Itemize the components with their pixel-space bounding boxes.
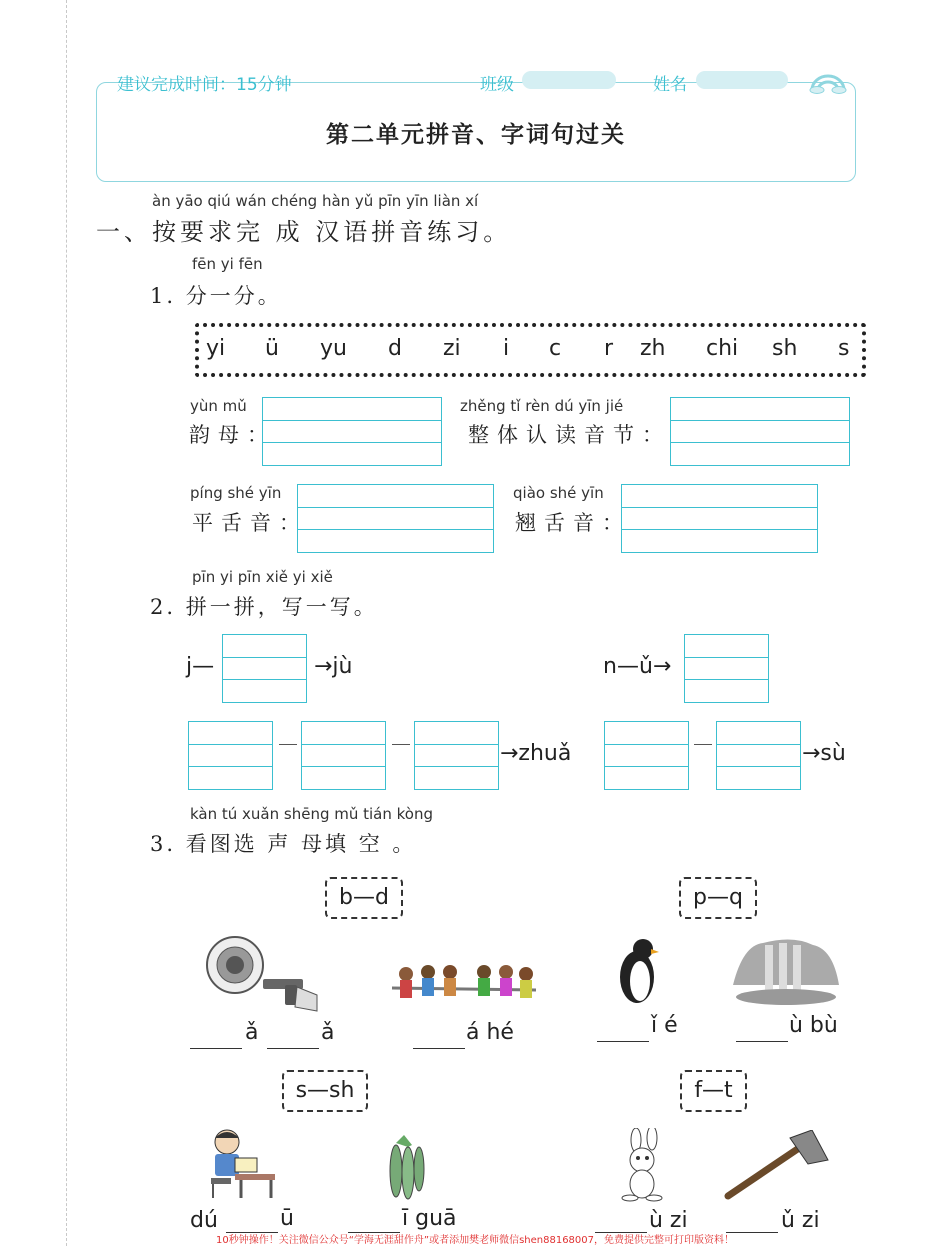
- axe-icon: [722, 1130, 830, 1202]
- tug-of-war-icon: [388, 958, 540, 1014]
- blank-2[interactable]: [267, 1048, 319, 1049]
- name-label: 姓名: [653, 75, 687, 95]
- spell-c-result: →zhuǎ: [500, 741, 572, 766]
- blank-1[interactable]: [190, 1048, 242, 1049]
- cat-whole-label: 整体认读音节：: [468, 423, 671, 447]
- section1-pinyin: àn yāo qiú wán chéng hàn yǔ pīn yīn liàn xí: [152, 192, 479, 210]
- letter-v: ü: [265, 336, 279, 361]
- fill-2: ǎ: [321, 1020, 335, 1045]
- vowel-answer-box[interactable]: [262, 397, 442, 466]
- q2-title: 2. 拼一拼，写一写。: [150, 595, 378, 619]
- fill-6: dú: [190, 1208, 218, 1233]
- q2-pinyin: pīn yi pīn xiě yi xiě: [192, 568, 333, 586]
- spell-c-box-1[interactable]: [188, 721, 273, 790]
- letter-d: d: [388, 336, 402, 361]
- class-label: 班级: [480, 75, 514, 95]
- spell-c-box-2[interactable]: [301, 721, 386, 790]
- letter-yi: yi: [206, 336, 226, 361]
- pair-p-q: p—q: [679, 877, 757, 919]
- cat-curled-pinyin: qiào shé yīn: [513, 484, 604, 502]
- letter-strip: [195, 323, 866, 377]
- fill-5: ù bù: [789, 1013, 838, 1038]
- rabbit-icon: [612, 1128, 672, 1202]
- flat-tongue-answer-box[interactable]: [297, 484, 494, 553]
- whole-syllable-answer-box[interactable]: [670, 397, 850, 466]
- blank-5[interactable]: [736, 1041, 788, 1042]
- fill-9: ù zi: [649, 1208, 688, 1233]
- pair-f-t: f—t: [680, 1070, 747, 1112]
- fill-10: ǔ zi: [781, 1208, 820, 1233]
- letter-yu: yu: [320, 336, 347, 361]
- spell-d-box-2[interactable]: [716, 721, 801, 790]
- spell-b-start: n—ǔ→: [603, 654, 672, 679]
- section1-title: 一、按要求完 成 汉语拼音练习。: [96, 218, 512, 246]
- letter-s: s: [838, 336, 850, 361]
- cat-flat-label: 平舌音：: [192, 511, 308, 535]
- q3-title: 3. 看图选 声 母填 空 。: [150, 832, 417, 856]
- class-field[interactable]: [522, 71, 616, 89]
- fill-7: ū: [280, 1206, 294, 1231]
- fill-1: ǎ: [245, 1020, 259, 1045]
- fill-3: á hé: [466, 1020, 514, 1045]
- q1-title: 1. 分一分。: [150, 284, 282, 308]
- spell-d-result: →sù: [802, 741, 846, 766]
- reading-student-icon: [205, 1128, 277, 1200]
- cat-flat-pinyin: píng shé yīn: [190, 484, 282, 502]
- fill-8: ī guā: [402, 1206, 457, 1231]
- blank-4[interactable]: [597, 1041, 649, 1042]
- q3-pinyin: kàn tú xuǎn shēng mǔ tián kòng: [190, 805, 434, 823]
- letter-c: c: [549, 336, 562, 361]
- letter-zh: zh: [640, 336, 666, 361]
- name-field[interactable]: [696, 71, 788, 89]
- spell-d-box-1[interactable]: [604, 721, 689, 790]
- suggested-time: 建议完成时间：15分钟: [117, 75, 292, 95]
- page-title: 第二单元拼音、字词句过关: [326, 121, 626, 148]
- rainbow-icon: [808, 70, 848, 94]
- target-pistol-icon: [205, 935, 320, 1015]
- letter-r: r: [604, 336, 614, 361]
- dash-d1: [694, 744, 712, 745]
- cat-vowel-label: 韵母：: [189, 423, 276, 447]
- waterfall-icon: [733, 935, 839, 1007]
- fill-4: ǐ é: [651, 1013, 678, 1038]
- cat-vowel-pinyin: yùn mǔ: [190, 397, 247, 415]
- spell-a-result: →jù: [314, 654, 353, 679]
- letter-sh: sh: [772, 336, 798, 361]
- dash-c1: [279, 744, 297, 745]
- spell-c-box-3[interactable]: [414, 721, 499, 790]
- binding-margin-line: [66, 0, 68, 1246]
- curled-tongue-answer-box[interactable]: [621, 484, 818, 553]
- spell-a-box[interactable]: [222, 634, 307, 703]
- blank-3[interactable]: [413, 1048, 465, 1049]
- letter-zi: zi: [443, 336, 461, 361]
- footer-notice: 10秒钟操作！关注微信公众号“学海无涯甜作舟”或者添加樊老师微信shen88168007，免费提供完整可打印版资料！: [215, 1235, 735, 1246]
- cat-curled-label: 翘舌音：: [515, 511, 631, 535]
- dash-c2: [392, 744, 410, 745]
- spell-a-start: j—: [186, 654, 215, 679]
- penguin-icon: [615, 935, 661, 1007]
- letter-chi: chi: [706, 336, 739, 361]
- q1-pinyin: fēn yi fēn: [192, 255, 263, 273]
- letter-i: i: [503, 336, 510, 361]
- pair-b-d: b—d: [325, 877, 403, 919]
- spell-b-box[interactable]: [684, 634, 769, 703]
- loofah-icon: [382, 1133, 430, 1201]
- cat-whole-pinyin: zhěng tǐ rèn dú yīn jié: [460, 397, 624, 415]
- pair-s-sh: s—sh: [282, 1070, 368, 1112]
